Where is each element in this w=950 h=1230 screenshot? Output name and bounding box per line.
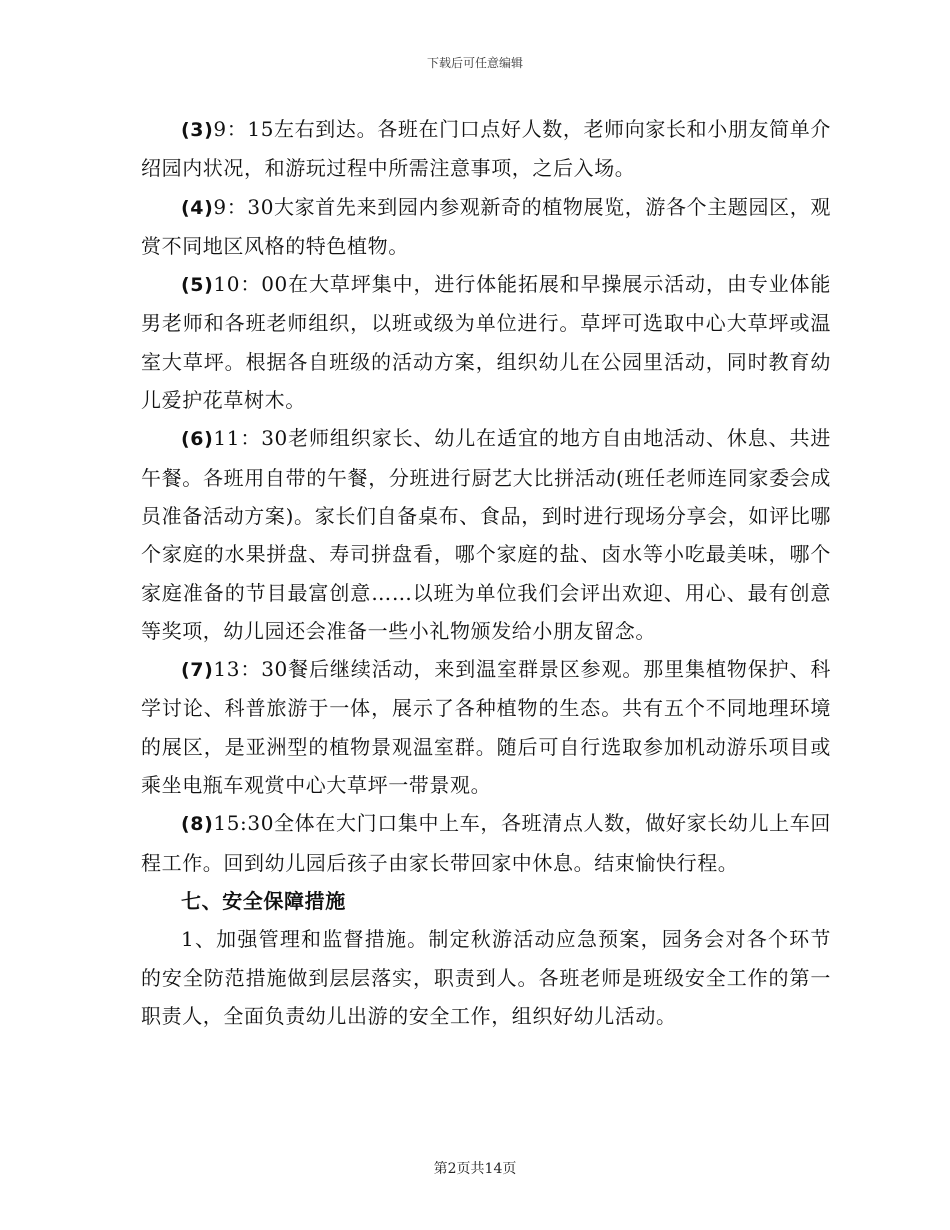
step-text: 9：15左右到达。各班在门口点好人数，老师向家长和小朋友简单介绍园内状况，和游玩过程中所需注意事项，之后入场。: [141, 117, 831, 181]
step-paragraph-3: [141, 110, 831, 188]
step-number: (6): [181, 428, 214, 451]
header-note: 下载后可任意编辑: [426, 56, 523, 70]
step-number: (7): [181, 659, 214, 682]
step-text: 11：30老师组织家长、幼儿在适宜的地方自由地活动、休息、共进午餐。各班用自带的午餐，分班进行厨艺大比拼活动(班任老师连同家委会成员准备活动方案)。家长们自备桌布、食品，到时进行现场分享会，如评比哪个家庭的水果拼盘、寿司拼盘看，哪个家庭的盐、卤水等小吃最美味，哪个家庭准备的节目最富创意……以班为单位我们会评出欢迎、用心、最有创意等奖项，幼儿园还会准备一些小礼物颁发给小朋友留念。: [141, 426, 831, 643]
step-paragraph-6: [141, 419, 831, 650]
step-number: (5): [181, 274, 214, 297]
page-number: 第2页共14页: [433, 1161, 517, 1177]
step-text: 15:30全体在大门口集中上车，各班清点人数，做好家长幼儿上车回程工作。回到幼儿园后孩子由家长带回家中休息。结束愉快行程。: [141, 811, 831, 875]
step-paragraph-8: [141, 804, 831, 882]
step-number: (8): [181, 813, 214, 836]
step-number: (4): [181, 196, 214, 219]
step-text: 13：30餐后继续活动，来到温室群景区参观。那里集植物保护、科学讨论、科普旅游于一体，展示了各种植物的生态。共有五个不同地理环境的展区，是亚洲型的植物景观温室群。随后可自行选取参加机动游乐项目或乘坐电瓶车观赏中心大草坪一带景观。: [141, 657, 831, 798]
step-number: (3): [181, 119, 214, 141]
step-paragraph-4: [141, 188, 831, 266]
step-text: 9：30大家首先来到园内参观新奇的植物展览，游各个主题园区，观赏不同地区风格的特色植物。: [141, 194, 831, 258]
section-heading: 七、安全保障措施: [181, 888, 346, 913]
step-paragraph-5: [141, 265, 831, 419]
step-text: 10：00在大草坪集中，进行体能拓展和早操展示活动，由专业体能男老师和各班老师组织，以班或级为单位进行。草坪可选取中心大草坪或温室大草坪。根据各自班级的活动方案，组织幼儿在公园里活动，同时教育幼儿爱护花草树木。: [141, 272, 831, 413]
document-body: [141, 110, 831, 1035]
step-paragraph-7: [141, 650, 831, 804]
safety-paragraph-1: 1、加强管理和监督措施。制定秋游活动应急预案，园务会对各个环节的安全防范措施做到层层落实，职责到人。各班老师是班级安全工作的第一职责人，全面负责幼儿出游的安全工作，组织好幼儿活动。: [141, 927, 831, 1028]
